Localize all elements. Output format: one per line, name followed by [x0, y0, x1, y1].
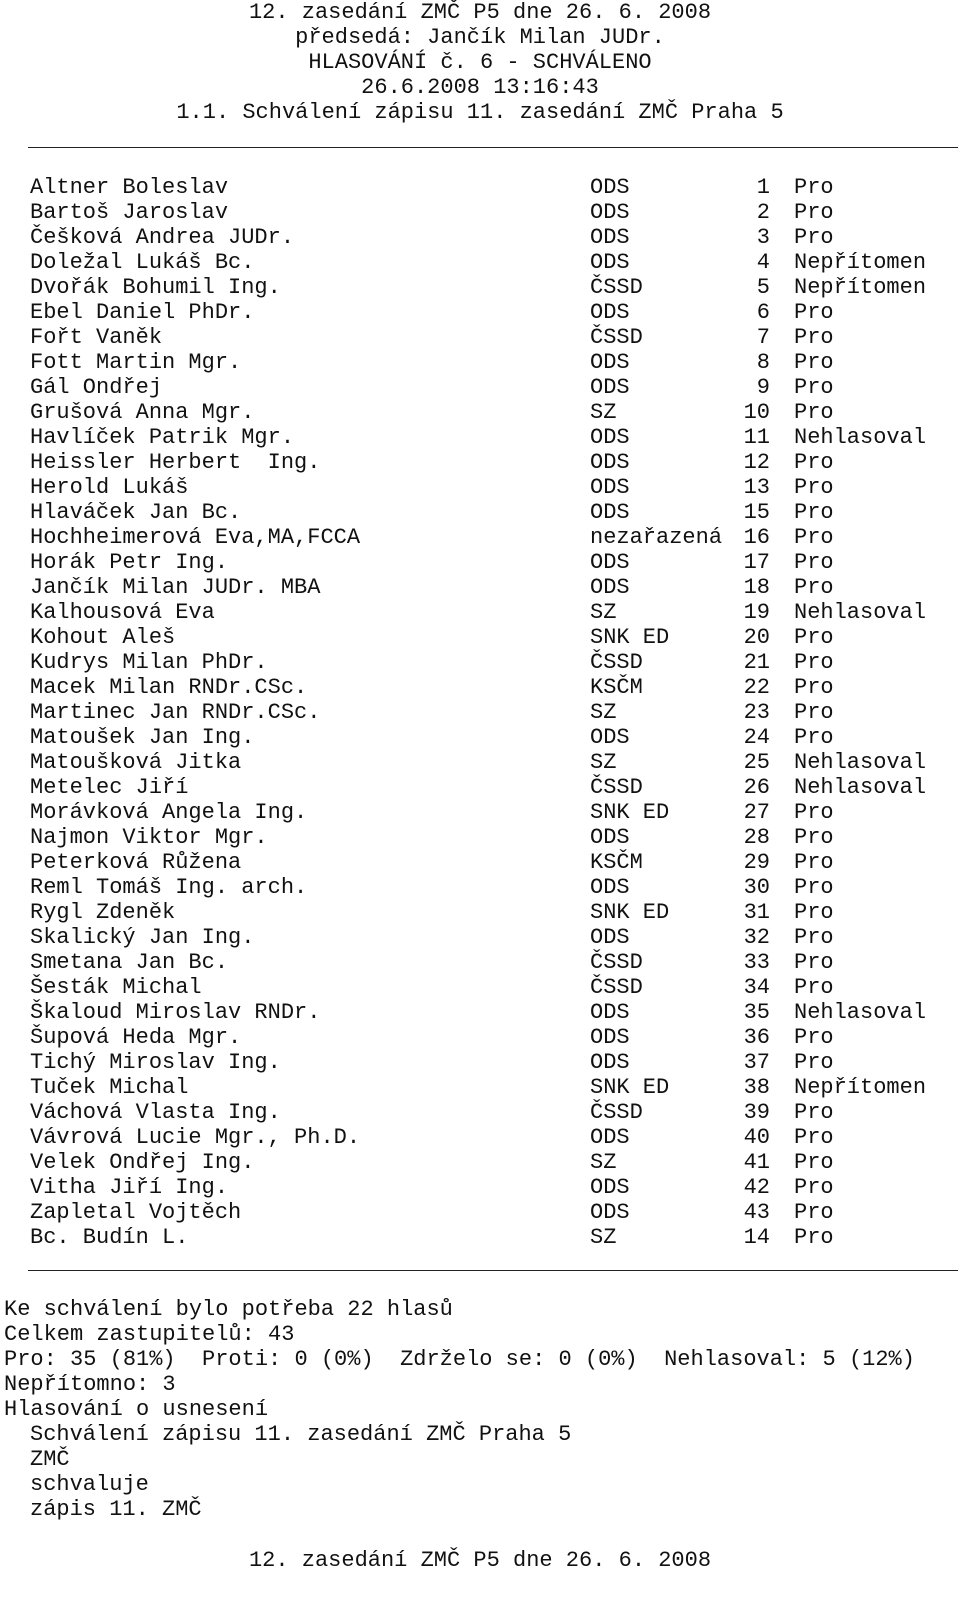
vote-row [30, 1200, 940, 1225]
member-party: ODS [590, 200, 630, 225]
vote-row [30, 675, 940, 700]
member-vote: Pro [794, 500, 834, 525]
member-party: SNK ED [590, 900, 670, 925]
member-name: Reml Tomáš Ing. arch. [30, 875, 308, 900]
member-party: SZ [590, 400, 617, 425]
resolution-heading: Hlasování o usnesení [4, 1397, 269, 1422]
member-party: ODS [590, 500, 630, 525]
member-number: 12 [743, 450, 770, 475]
member-party: ODS [590, 1050, 630, 1075]
member-name: Kalhousová Eva [30, 600, 215, 625]
bottom-divider [28, 1270, 958, 1271]
member-number: 14 [743, 1225, 770, 1250]
member-vote: Pro [794, 900, 834, 925]
member-vote: Pro [794, 1100, 834, 1125]
member-number: 9 [756, 375, 770, 400]
member-number: 3 [756, 225, 770, 250]
member-vote: Pro [794, 475, 834, 500]
member-party: SZ [590, 750, 617, 775]
member-party: SNK ED [590, 1075, 670, 1100]
resolution-line: schvaluje [30, 1472, 149, 1497]
member-party: KSČM [590, 850, 643, 875]
member-number: 33 [743, 950, 770, 975]
member-name: Smetana Jan Bc. [30, 950, 229, 975]
member-name: Doležal Lukáš Bc. [30, 250, 255, 275]
member-number: 15 [743, 500, 770, 525]
member-vote: Pro [794, 625, 834, 650]
member-vote: Pro [794, 1025, 834, 1050]
member-party: SZ [590, 600, 617, 625]
required-votes: Ke schválení bylo potřeba 22 hlasů [4, 1297, 453, 1322]
member-vote: Pro [794, 800, 834, 825]
top-divider [28, 147, 958, 148]
vote-row [30, 250, 940, 275]
member-name: Herold Lukáš [30, 475, 189, 500]
member-party: ODS [590, 1175, 630, 1200]
member-vote: Pro [794, 575, 834, 600]
member-name: Horák Petr Ing. [30, 550, 229, 575]
member-name: Škaloud Miroslav RNDr. [30, 1000, 321, 1025]
member-name: Matoušek Jan Ing. [30, 725, 255, 750]
member-number: 4 [756, 250, 770, 275]
member-party: ODS [590, 875, 630, 900]
member-name: Najmon Viktor Mgr. [30, 825, 268, 850]
vote-row [30, 775, 940, 800]
member-number: 13 [743, 475, 770, 500]
member-vote: Nehlasoval [794, 750, 927, 775]
member-party: SNK ED [590, 800, 670, 825]
member-name: Velek Ondřej Ing. [30, 1150, 255, 1175]
member-name: Metelec Jiří [30, 775, 189, 800]
member-party: ODS [590, 425, 630, 450]
vote-row [30, 1100, 940, 1125]
vote-row [30, 325, 940, 350]
vote-row [30, 425, 940, 450]
vote-results: Pro: 35 (81%) Proti: 0 (0%) Zdrželo se: 0 (0%) Nehlasoval: 5 (12%) [4, 1347, 915, 1372]
vote-row [30, 400, 940, 425]
vote-row [30, 175, 940, 200]
member-name: Šupová Heda Mgr. [30, 1025, 242, 1050]
vote-row [30, 900, 940, 925]
member-number: 7 [756, 325, 770, 350]
member-party: ODS [590, 175, 630, 200]
member-vote: Pro [794, 875, 834, 900]
vote-row [30, 575, 940, 600]
agenda-item: 1.1. Schválení zápisu 11. zasedání ZMČ Praha 5 [176, 100, 784, 125]
member-number: 30 [743, 875, 770, 900]
member-vote: Pro [794, 650, 834, 675]
member-party: ČSSD [590, 950, 643, 975]
member-party: ODS [590, 575, 630, 600]
vote-row [30, 950, 940, 975]
member-vote: Pro [794, 850, 834, 875]
member-vote: Pro [794, 550, 834, 575]
member-number: 2 [756, 200, 770, 225]
vote-row [30, 300, 940, 325]
member-vote: Pro [794, 1175, 834, 1200]
member-number: 10 [743, 400, 770, 425]
resolution-line: Schválení zápisu 11. zasedání ZMČ Praha 5 [30, 1422, 572, 1447]
member-name: Tuček Michal [30, 1075, 189, 1100]
vote-row [30, 200, 940, 225]
member-vote: Pro [794, 175, 834, 200]
member-vote: Pro [794, 225, 834, 250]
member-number: 16 [743, 525, 770, 550]
member-vote: Pro [794, 300, 834, 325]
absent-count: Nepřítomno: 3 [4, 1372, 176, 1397]
member-vote: Nehlasoval [794, 775, 927, 800]
member-name: Hlaváček Jan Bc. [30, 500, 242, 525]
member-party: ČSSD [590, 325, 643, 350]
member-party: nezařazená [590, 525, 723, 550]
session-title: 12. zasedání ZMČ P5 dne 26. 6. 2008 [248, 0, 712, 25]
member-name: Šesták Michal [30, 975, 202, 1000]
member-name: Havlíček Patrik Mgr. [30, 425, 295, 450]
member-name: Hochheimerová Eva,MA,FCCA [30, 525, 361, 550]
vote-row [30, 500, 940, 525]
member-name: Češková Andrea JUDr. [30, 225, 295, 250]
member-number: 21 [743, 650, 770, 675]
vote-row [30, 475, 940, 500]
member-number: 43 [743, 1200, 770, 1225]
member-party: ODS [590, 550, 630, 575]
member-vote: Pro [794, 675, 834, 700]
member-name: Altner Boleslav [30, 175, 229, 200]
document-header [0, 0, 960, 125]
member-name: Jančík Milan JUDr. MBA [30, 575, 321, 600]
member-vote: Pro [794, 1200, 834, 1225]
member-number: 26 [743, 775, 770, 800]
vote-row [30, 1150, 940, 1175]
total-members: Celkem zastupitelů: 43 [4, 1322, 295, 1347]
vote-row [30, 450, 940, 475]
member-number: 27 [743, 800, 770, 825]
member-party: ODS [590, 350, 630, 375]
vote-row [30, 1000, 940, 1025]
vote-row [30, 925, 940, 950]
member-vote: Pro [794, 1125, 834, 1150]
member-vote: Pro [794, 725, 834, 750]
member-number: 6 [756, 300, 770, 325]
member-vote: Pro [794, 325, 834, 350]
member-party: ODS [590, 725, 630, 750]
member-number: 8 [756, 350, 770, 375]
member-name: Rygl Zdeněk [30, 900, 176, 925]
member-party: ČSSD [590, 975, 643, 1000]
vote-row [30, 725, 940, 750]
member-party: ODS [590, 1125, 630, 1150]
vote-row [30, 750, 940, 775]
member-number: 19 [743, 600, 770, 625]
member-party: ODS [590, 1200, 630, 1225]
member-number: 35 [743, 1000, 770, 1025]
resolution-line: zápis 11. ZMČ [30, 1497, 202, 1522]
member-party: ODS [590, 1025, 630, 1050]
member-name: Matoušková Jitka [30, 750, 242, 775]
member-name: Martinec Jan RNDr.CSc. [30, 700, 321, 725]
vote-row [30, 700, 940, 725]
member-name: Ebel Daniel PhDr. [30, 300, 255, 325]
member-number: 23 [743, 700, 770, 725]
member-vote: Pro [794, 825, 834, 850]
member-name: Gál Ondřej [30, 375, 163, 400]
member-party: SZ [590, 1225, 617, 1250]
member-number: 5 [756, 275, 770, 300]
resolution-line: ZMČ [30, 1447, 70, 1472]
vote-row [30, 1075, 940, 1100]
member-number: 31 [743, 900, 770, 925]
vote-row [30, 1175, 940, 1200]
member-party: KSČM [590, 675, 643, 700]
member-party: ČSSD [590, 775, 643, 800]
member-name: Heissler Herbert Ing. [30, 450, 321, 475]
member-name: Zapletal Vojtěch [30, 1200, 242, 1225]
member-number: 34 [743, 975, 770, 1000]
member-vote: Pro [794, 1050, 834, 1075]
member-number: 17 [743, 550, 770, 575]
vote-row [30, 1025, 940, 1050]
vote-timestamp: 26.6.2008 13:16:43 [361, 75, 599, 100]
member-number: 37 [743, 1050, 770, 1075]
vote-row [30, 525, 940, 550]
vote-row [30, 550, 940, 575]
member-party: ODS [590, 375, 630, 400]
vote-row [30, 625, 940, 650]
member-vote: Nehlasoval [794, 1000, 927, 1025]
member-number: 18 [743, 575, 770, 600]
vote-row [30, 275, 940, 300]
vote-row [30, 375, 940, 400]
member-number: 41 [743, 1150, 770, 1175]
member-party: ODS [590, 225, 630, 250]
member-vote: Nehlasoval [794, 425, 927, 450]
member-vote: Nepřítomen [794, 1075, 927, 1100]
chairperson: předsedá: Jančík Milan JUDr. [295, 25, 665, 50]
member-number: 22 [743, 675, 770, 700]
member-name: Kohout Aleš [30, 625, 176, 650]
member-name: Tichý Miroslav Ing. [30, 1050, 281, 1075]
vote-row [30, 975, 940, 1000]
member-number: 28 [743, 825, 770, 850]
member-number: 36 [743, 1025, 770, 1050]
member-name: Vávrová Lucie Mgr., Ph.D. [30, 1125, 361, 1150]
member-party: ODS [590, 925, 630, 950]
vote-row [30, 650, 940, 675]
member-party: ČSSD [590, 650, 643, 675]
vote-summary [4, 1297, 954, 1522]
vote-row [30, 1225, 940, 1250]
member-name: Kudrys Milan PhDr. [30, 650, 268, 675]
member-vote: Pro [794, 525, 834, 550]
member-name: Peterková Růžena [30, 850, 242, 875]
member-number: 40 [743, 1125, 770, 1150]
member-vote: Pro [794, 975, 834, 1000]
member-party: ODS [590, 475, 630, 500]
vote-row [30, 350, 940, 375]
member-number: 38 [743, 1075, 770, 1100]
member-vote: Pro [794, 350, 834, 375]
member-vote: Pro [794, 375, 834, 400]
member-number: 39 [743, 1100, 770, 1125]
page-footer: 12. zasedání ZMČ P5 dne 26. 6. 2008 [248, 1548, 712, 1573]
member-name: Macek Milan RNDr.CSc. [30, 675, 308, 700]
vote-status: HLASOVÁNÍ č. 6 - SCHVÁLENO [308, 50, 652, 75]
member-name: Fořt Vaněk [30, 325, 163, 350]
member-vote: Nepřítomen [794, 275, 927, 300]
member-vote: Pro [794, 400, 834, 425]
member-name: Grušová Anna Mgr. [30, 400, 255, 425]
member-number: 25 [743, 750, 770, 775]
member-name: Fott Martin Mgr. [30, 350, 242, 375]
member-name: Morávková Angela Ing. [30, 800, 308, 825]
vote-row [30, 600, 940, 625]
member-number: 11 [743, 425, 770, 450]
member-number: 1 [756, 175, 770, 200]
member-vote: Pro [794, 1150, 834, 1175]
member-vote: Pro [794, 200, 834, 225]
vote-row [30, 800, 940, 825]
member-number: 24 [743, 725, 770, 750]
member-number: 32 [743, 925, 770, 950]
member-name: Skalický Jan Ing. [30, 925, 255, 950]
member-number: 42 [743, 1175, 770, 1200]
vote-row [30, 1125, 940, 1150]
member-name: Bartoš Jaroslav [30, 200, 229, 225]
vote-row [30, 850, 940, 875]
member-party: SZ [590, 700, 617, 725]
member-name: Vitha Jiří Ing. [30, 1175, 229, 1200]
member-vote: Nepřítomen [794, 250, 927, 275]
member-party: ODS [590, 250, 630, 275]
member-vote: Pro [794, 700, 834, 725]
member-party: ODS [590, 300, 630, 325]
member-party: ODS [590, 1000, 630, 1025]
vote-row [30, 225, 940, 250]
member-name: Bc. Budín L. [30, 1225, 189, 1250]
vote-row [30, 1050, 940, 1075]
member-party: ODS [590, 450, 630, 475]
member-vote: Pro [794, 1225, 834, 1250]
member-number: 29 [743, 850, 770, 875]
member-party: ČSSD [590, 1100, 643, 1125]
member-party: ČSSD [590, 275, 643, 300]
member-vote: Nehlasoval [794, 600, 927, 625]
member-party: SNK ED [590, 625, 670, 650]
member-name: Váchová Vlasta Ing. [30, 1100, 281, 1125]
member-number: 20 [743, 625, 770, 650]
member-vote: Pro [794, 925, 834, 950]
member-vote: Pro [794, 450, 834, 475]
vote-row [30, 875, 940, 900]
member-vote: Pro [794, 950, 834, 975]
member-name: Dvořák Bohumil Ing. [30, 275, 281, 300]
member-party: ODS [590, 825, 630, 850]
member-party: SZ [590, 1150, 617, 1175]
vote-row [30, 825, 940, 850]
vote-list [30, 175, 940, 1250]
